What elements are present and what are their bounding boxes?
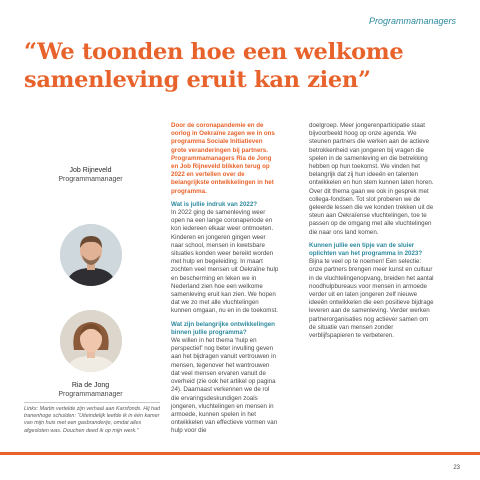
person1-caption: [24, 166, 157, 184]
question-2: Wat zijn belangrijke ontwikkelingen binnen jullie programma?: [171, 320, 275, 336]
caption-divider: [24, 402, 160, 403]
section-tag: Programmamanagers: [368, 16, 456, 26]
qa-block-2: [171, 321, 279, 436]
page-number: 23: [453, 465, 460, 471]
person2-name: Ria de Jong: [71, 382, 110, 389]
column-1: [171, 122, 279, 441]
person1-photo: [60, 224, 122, 286]
question-3: Kunnen jullie een tipje van de sluier oplichten van het programma in 2023?: [309, 241, 423, 258]
answer-3: Bijna te veel op te noemen! Een selectie: onze partners brengen meer kunst en cultuur in de vluchtelingenopvang, breiden het aantal noodhulpbureaus voor mensen in armoede verder uit en laten jongeren zelf nieuwe ideeën ontwikkelen die een positieve bijdrage leveren aan de samenleving. Verder werken partnerorganisaties nog actiever samen om de situatie van mensen zonder verblijfspapieren te verbeteren.: [309, 258, 434, 340]
question-1: Wat is jullie indruk van 2022?: [171, 200, 258, 208]
photo-caption: Links: Martin vertelde zijn verhaal aan Karsfonds. Hij had tranenhoge schulden: “Uiteindelijk leefde ik in één kamer van mijn huis met een gasbranderije, omdat alles afgesloten was. Douchen deed ik op mijn werk.”: [24, 406, 161, 434]
headline: “We toonden hoe een welkome samenleving eruit kan zien”: [24, 39, 404, 93]
column2-paragraph: doelgroep. Meer jongerenparticipatie staat bijvoorbeeld hoog op onze agenda. We steunen partners die werken aan de actieve betrokkenheid van jongeren bij vragen die spelen in de samenleving en die betrekking hebben op hun toekomst. We vinden het belangrijk dat zij hun ideeën en talenten ontwikkelen en hun stem kunnen laten horen. Over dit thema gaan we ook in gesprek met collega-fondsen. Tot slot proberen we de geleerde lessen die we konden trekken uit de steun aan Oekraïense vluchtelingen, toe te passen op de omgang met alle vluchtelingen die naar ons land komen.: [309, 122, 434, 236]
column-2: [309, 122, 434, 345]
bottom-accent-bar: [0, 452, 480, 455]
qa-block-3: [309, 242, 434, 340]
person2-photo: [60, 310, 122, 372]
person1-role: Programmamanager: [58, 176, 123, 183]
person2-role: Programmamanager: [58, 391, 123, 398]
person1-name: Job Rijneveld: [69, 167, 112, 174]
answer-2: We willen in het thema ‘hulp en perspectief’ nog beter invulling geven aan het bijdragen vanuit vertrouwen in mensen, tegenover het wantrouwen dat veel mensen ervaren vanuit de overheid (zie ook het artikel op pagina 24). Daarnaast verkennen we de rol die ervaringsdeskundigen zoals jongeren, vluchtelingen en mensen in armoede, kunnen spelen in het ontwikkelen van effectieve vormen van hulp voor die: [171, 337, 278, 435]
qa-block-1: [171, 201, 279, 316]
intro-lead: Door de coronapandemie en de oorlog in Oekraïne zagen we in ons programma Sociale Initiatieven grote veranderingen bij partners. Programmamanagers Ria de Jong en Job Rijneveld blikken terug op 2022 en vertellen over de belangrijkste ontwikkelingen in het programma.: [171, 122, 275, 195]
answer-1: In 2022 ging de samenleving weer open na een lange coronaperiode en kon iedereen elkaar weer ontmoeten. Kinderen en jongeren gingen weer naar school, mensen in kwetsbare situaties konden weer bereikt worden met hulp en begeleiding. In maart zochten veel mensen uit Oekraïne hulp en bescherming en leken we in Nederland zien hoe een welkome samenleving eruit kan zien. We hopen dat we zo met alle vluchtelingen kunnen omgaan, nu en in de toekomst.: [171, 209, 279, 315]
person2-caption: [24, 381, 157, 399]
